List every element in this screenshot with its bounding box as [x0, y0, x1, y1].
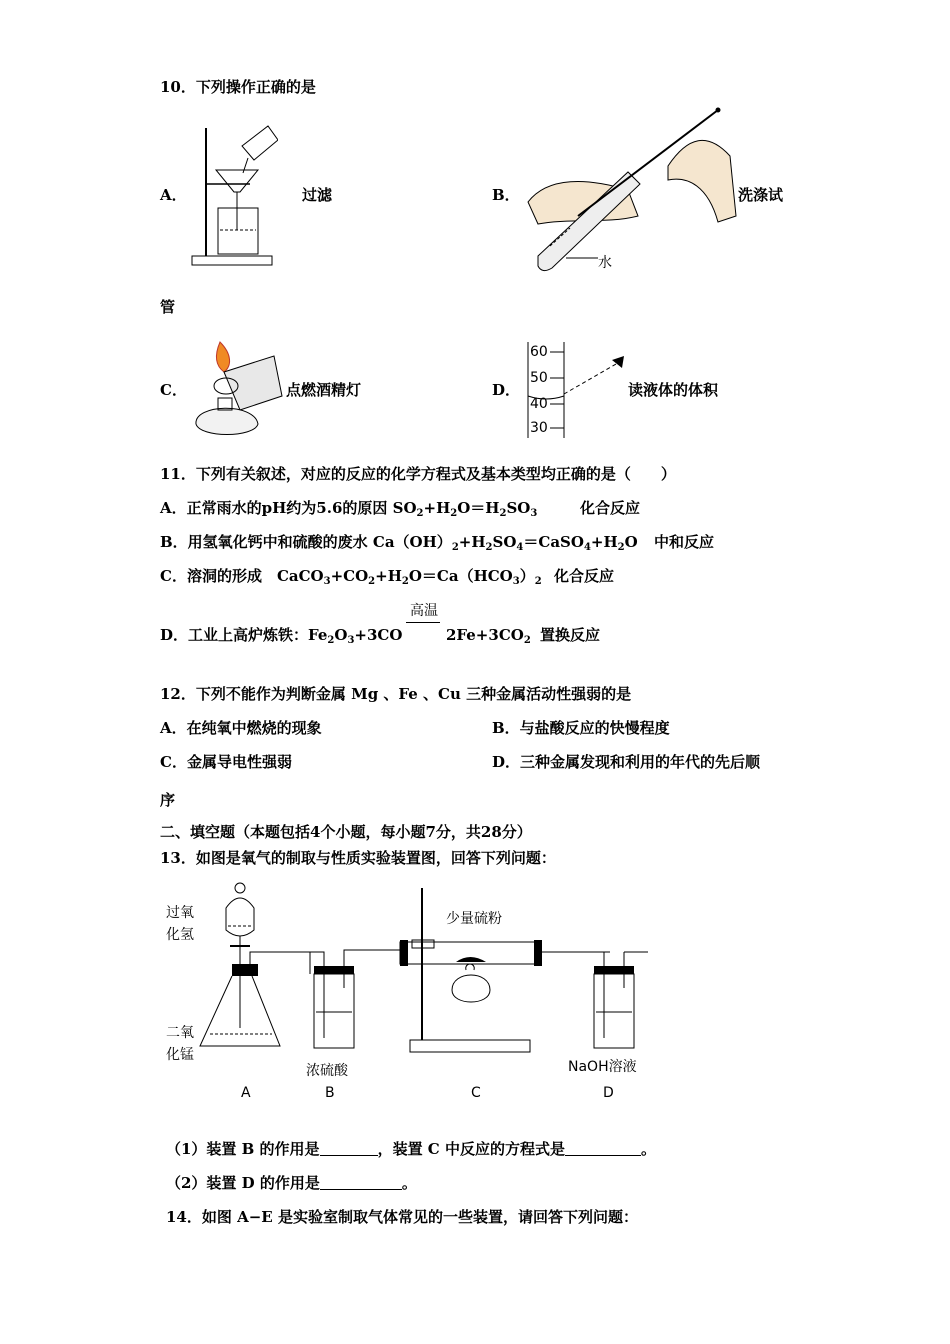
- alcohol-lamp-figure: [184, 336, 284, 442]
- q11-option-b: B．用氢氧化钙中和硫酸的废水 $Ca(OH)_2+H_2SO_4=CaSO_4+H_2O$: [160, 533, 638, 553]
- label-naoh-solution: NaOH溶液: [568, 1059, 637, 1075]
- q12-option-a: A．在纯氧中燃烧的现象: [160, 719, 322, 737]
- q10-option-a-text: 过滤: [302, 186, 333, 204]
- q10-option-d-letter: D．: [492, 381, 521, 399]
- water-label: 水: [598, 255, 612, 271]
- label-concentrated-sulfuric-acid: 浓硫酸: [306, 1063, 348, 1079]
- washing-test-tube-figure: [518, 106, 738, 272]
- q10-option-c-letter: C．: [160, 381, 187, 399]
- filtration-apparatus-figure: [188, 118, 278, 270]
- q11-option-b-type: 中和反应: [654, 533, 715, 551]
- apparatus-label-a: A: [241, 1085, 251, 1101]
- q11-option-d-product: $2Fe+3CO_2$: [446, 626, 531, 646]
- q13-stem: 13．如图是氧气的制取与性质实验装置图，回答下列问题：: [160, 849, 556, 867]
- q14-stem: 14．如图 A−E 是实验室制取气体常见的一些装置，请回答下列问题：: [166, 1208, 638, 1226]
- q13-part-1: （1）装置 B 的作用是 ，装置 C 中反应的方程式是 。: [166, 1140, 656, 1158]
- label-hydrogen-peroxide-1: 过氧: [166, 905, 194, 921]
- oxygen-experiment-apparatus: [160, 878, 650, 1078]
- label-manganese-dioxide-1: 二氧: [166, 1025, 194, 1041]
- q13-blank-2[interactable]: [565, 1141, 641, 1156]
- cylinder-tick-60: 60: [530, 344, 548, 360]
- q10-option-a-letter: A．: [160, 186, 187, 204]
- q11-option-d-type: 置换反应: [540, 626, 601, 644]
- label-manganese-dioxide-2: 化锰: [166, 1047, 194, 1063]
- section-heading: 二、填空题（本题包括4个小题，每小题7分，共28分）: [160, 823, 532, 841]
- q11-option-a: A．正常雨水的pH约为5.6的原因 $SO_2+H_2O=H_2SO_3$: [160, 499, 538, 519]
- label-sulfur-powder: 少量硫粉: [446, 911, 502, 927]
- q10-option-c-text: 点燃酒精灯: [286, 381, 362, 399]
- q10-option-d-text: 读液体的体积: [628, 381, 719, 399]
- q12-option-d: D．三种金属发现和利用的年代的先后顺: [492, 753, 761, 771]
- q11-option-c: C．溶洞的形成 $CaCO_3+CO_2+H_2O=Ca(HCO_3)_2$: [160, 567, 542, 587]
- q13-blank-1[interactable]: [320, 1141, 378, 1156]
- q12-option-d-continuation: 序: [160, 791, 176, 809]
- cylinder-tick-30: 30: [530, 420, 548, 436]
- apparatus-label-d: D: [603, 1085, 614, 1101]
- apparatus-label-b: B: [325, 1085, 335, 1101]
- q10-option-b-text: 洗涤试: [738, 186, 784, 204]
- cylinder-tick-40: 40: [530, 396, 548, 412]
- q11-option-d: D．工业上高炉炼铁：$Fe_2O_3+3CO$: [160, 626, 403, 646]
- label-hydrogen-peroxide-2: 化氢: [166, 927, 194, 943]
- q11-d-condition: 高温: [410, 603, 438, 619]
- q10-stem: 10．下列操作正确的是: [160, 78, 316, 96]
- q12-option-b: B．与盐酸反应的快慢程度: [492, 719, 670, 737]
- q13-part-2: （2）装置 D 的作用是 。: [166, 1174, 417, 1192]
- q12-stem: 12．下列不能作为判断金属 Mg 、Fe 、Cu 三种金属活动性强弱的是: [160, 685, 632, 703]
- apparatus-label-c: C: [471, 1085, 481, 1101]
- q12-option-c: C．金属导电性强弱: [160, 753, 292, 771]
- q11-option-a-type: 化合反应: [580, 499, 641, 517]
- q13-blank-3[interactable]: [320, 1175, 402, 1190]
- q11-stem: 11．下列有关叙述，对应的反应的化学方程式及基本类型均正确的是（ ）: [160, 465, 676, 483]
- cylinder-tick-50: 50: [530, 370, 548, 386]
- q10-option-b-letter: B．: [492, 186, 520, 204]
- q11-option-c-type: 化合反应: [554, 567, 615, 585]
- q10-option-b-continuation: 管: [160, 298, 176, 316]
- q11-d-reaction-line: [406, 622, 440, 623]
